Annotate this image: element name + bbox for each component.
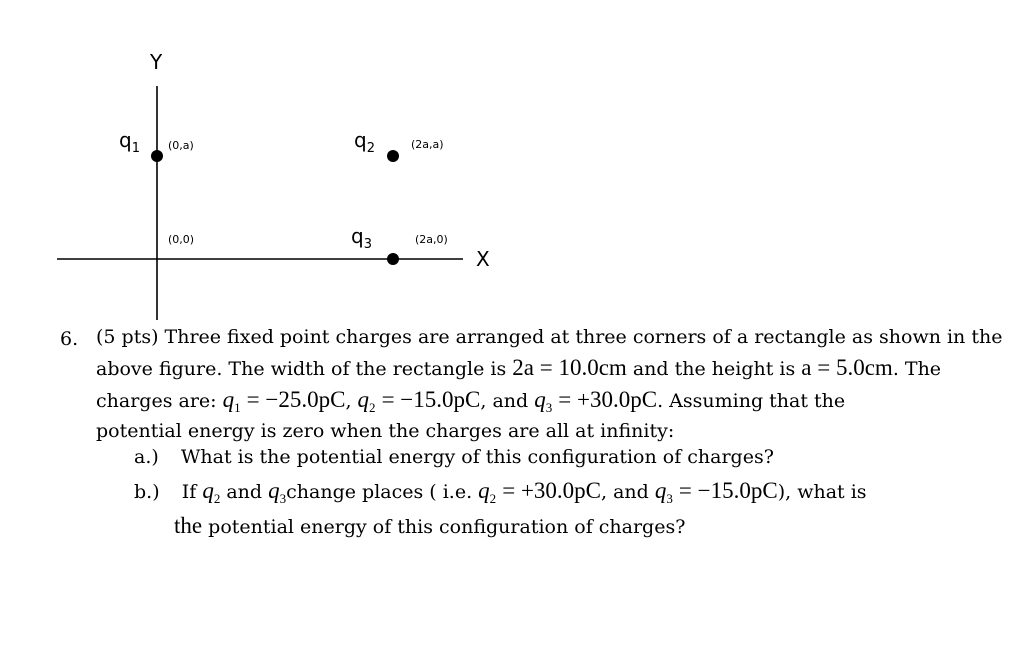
part-b [134, 479, 867, 505]
q2-value: = −15.0pC [381, 387, 481, 412]
equation-height: a = 5.0cm [801, 355, 893, 380]
y-axis-label: Y [150, 50, 163, 74]
part-b-change: change places ( i.e. [286, 481, 473, 503]
line3-text-b: . Assuming that the [657, 390, 846, 412]
q3-value: = +30.0pC [558, 387, 658, 412]
problem-number: 6. [60, 328, 79, 350]
problem-line-1-text: (5 pts) Three fixed point charges are arranged at three corners of a rectangle as shown in the [96, 326, 1003, 348]
part-b-q3-symbol-2: $q_3$ [654, 478, 673, 506]
charge-q1-label: $q_1$ [119, 128, 140, 156]
q2-symbol: $q_2$ [357, 387, 376, 415]
part-a-label: a.) [134, 446, 159, 468]
part-b-q2-value: = +30.0pC [502, 478, 602, 503]
part-b-and: and [226, 481, 263, 503]
problem-line-4 [96, 422, 674, 441]
line2-text-a: above figure. The width of the rectangle is [96, 358, 507, 380]
charge-q3-dot [387, 253, 399, 265]
part-b-line2-text: potential energy of this configuration of charges? [208, 516, 686, 538]
problem-line-2 [96, 356, 941, 379]
part-a [134, 448, 774, 467]
coord-q1: (0,a) [168, 139, 194, 152]
q1-value: = −25.0pC [246, 387, 346, 412]
part-b-end: ), what is [777, 481, 867, 503]
part-a-text: What is the potential energy of this configuration of charges? [180, 446, 774, 468]
part-b-q2-symbol-2: $q_2$ [478, 478, 497, 506]
q3-symbol: $q_3$ [534, 387, 553, 415]
charge-diagram [0, 0, 1024, 320]
part-b-line-2 [174, 514, 685, 537]
q1-symbol: $q_1$ [222, 387, 241, 415]
charge-q1-dot [151, 150, 163, 162]
problem-line-3: charges are: $q_1 = -25.0pC$, $q_2 = -15.0pC$, and $q_3 = +30.0pC$. Assuming that the [96, 387, 846, 415]
part-b-and2: , and [601, 481, 649, 503]
part-b-q3-symbol: $q_3$ [268, 478, 287, 506]
part-b-q3-value: = −15.0pC [678, 478, 778, 503]
equation-width: 2a = 10.0cm [512, 355, 627, 380]
line3-text-a: charges are: [96, 390, 217, 412]
line2-text-c: . The [892, 358, 942, 380]
coord-origin: (0,0) [168, 233, 195, 246]
line4-text: potential energy is zero when the charges are all at infinity: [96, 420, 675, 442]
charge-q2-label: $q_2$ [354, 128, 375, 156]
and-text: , and [480, 390, 529, 412]
coord-q3: (2a,0) [415, 233, 448, 246]
charge-q2-dot [387, 150, 399, 162]
charge-q3-label: $q_3$ [351, 224, 372, 252]
part-b-if: If [181, 481, 197, 503]
problem-line-1 [96, 328, 1002, 347]
coord-q2: (2a,a) [411, 138, 444, 151]
x-axis-label: X [476, 247, 490, 271]
line2-text-b: and the height is [632, 358, 796, 380]
part-b-label: b.) [134, 481, 160, 503]
part-b-q2-symbol: $q_2$ [202, 478, 221, 506]
part-b-the: the [174, 513, 203, 538]
